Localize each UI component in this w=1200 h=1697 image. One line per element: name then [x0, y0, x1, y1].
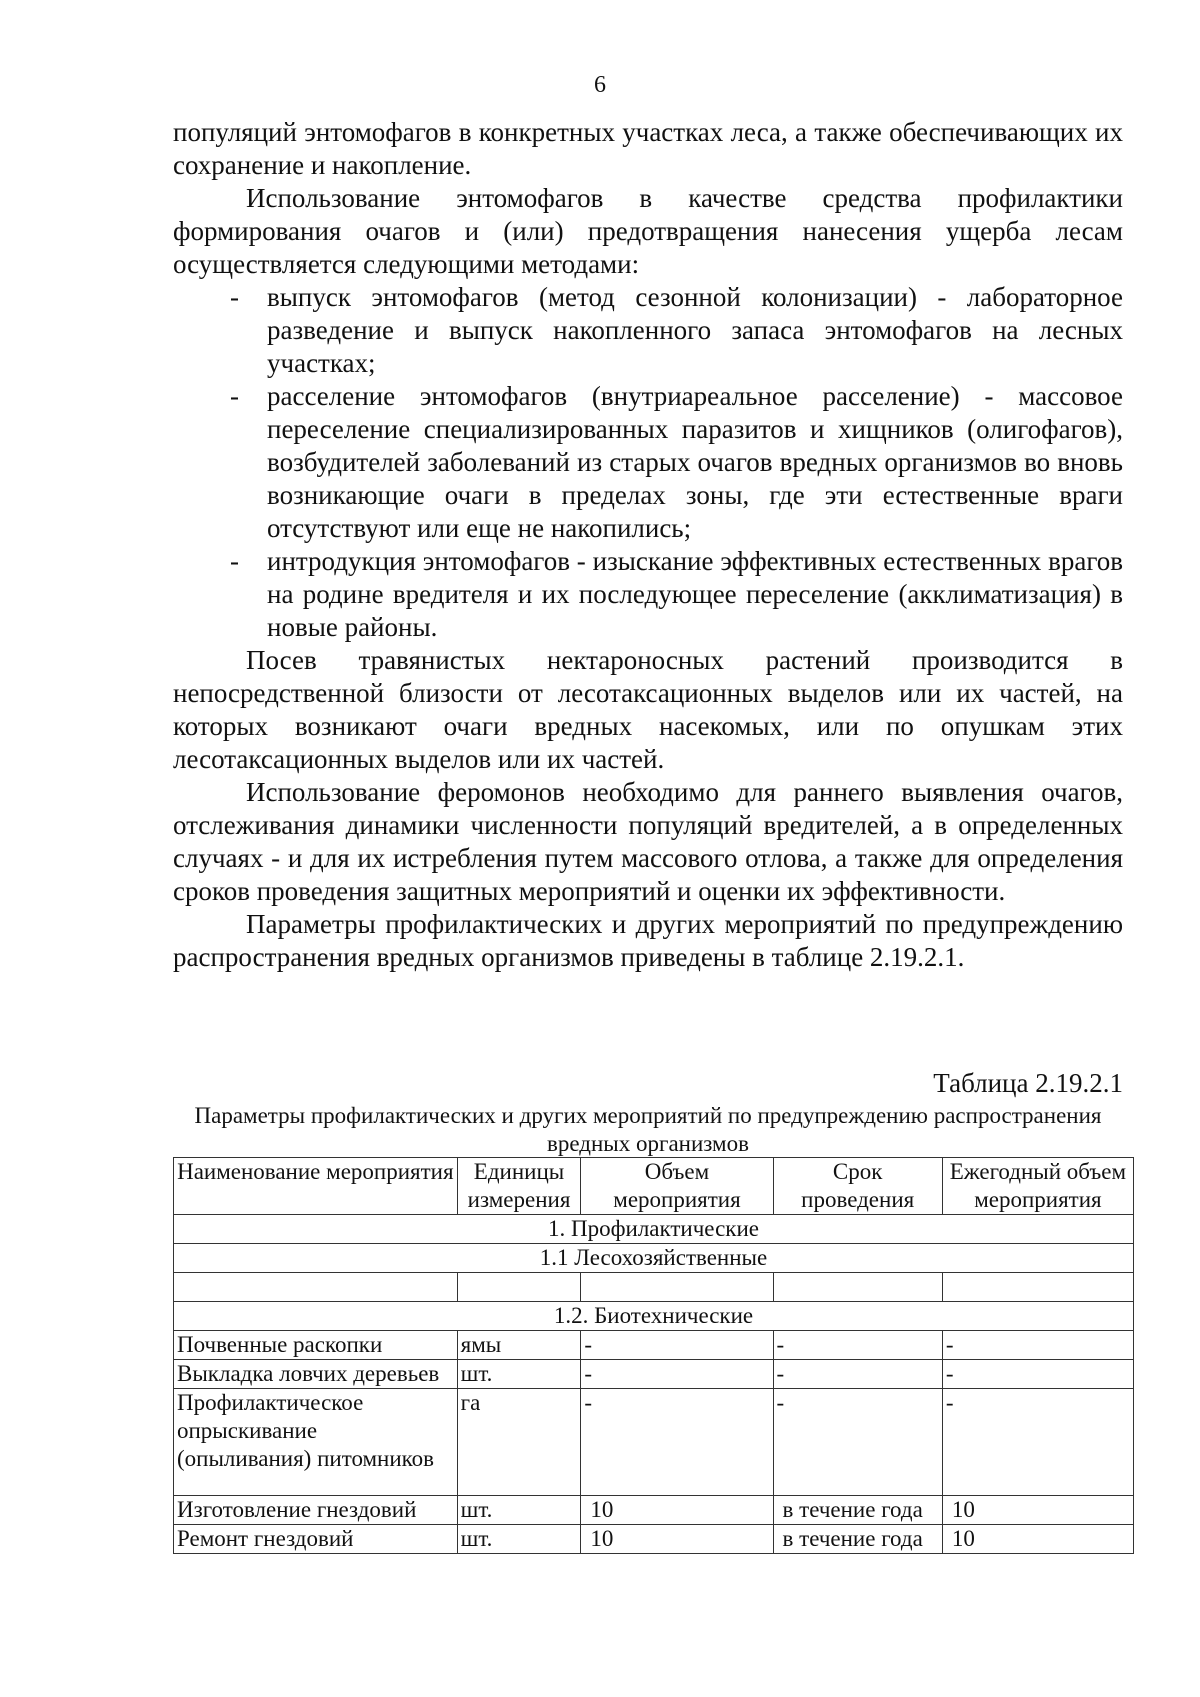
list-dash: -: [230, 381, 239, 411]
table-row: [174, 1360, 1134, 1389]
section-heading: 1.1 Лесохозяйственные: [174, 1244, 1134, 1273]
table-cell: Профилактическое опрыскивание (опыливания) питомников: [174, 1389, 458, 1496]
parameters-table: [173, 1157, 1134, 1554]
table-cell: [942, 1273, 1133, 1302]
table-title: Параметры профилактических и других мероприятий по предупреждению распространения вредных организмов: [194, 1103, 1102, 1156]
list-item: [230, 545, 1123, 644]
paragraph: Параметры профилактических и других мероприятий по предупреждению распространения вредных организмов приведены в таблице 2.19.2.1.: [173, 909, 1123, 972]
document-body: [173, 116, 1123, 974]
table-cell: ямы: [457, 1331, 581, 1360]
table-cell: -: [773, 1389, 942, 1496]
table-cell: -: [581, 1389, 773, 1496]
table-row: [174, 1389, 1134, 1496]
page-number: 6: [594, 72, 606, 98]
table-cell: -: [581, 1331, 773, 1360]
list-dash: -: [230, 546, 239, 576]
table-cell: [581, 1273, 773, 1302]
list-dash: -: [230, 282, 239, 312]
column-header: Ежегодный объем мероприятия: [942, 1158, 1133, 1215]
table-cell: шт.: [457, 1360, 581, 1389]
list-item: [230, 281, 1123, 380]
table-header-row: [174, 1158, 1134, 1215]
table-row: [174, 1331, 1134, 1360]
column-header: Объем мероприятия: [581, 1158, 773, 1215]
table-cell: в течение года: [773, 1496, 942, 1525]
section-row: [174, 1215, 1134, 1244]
table-cell: [773, 1273, 942, 1302]
table-cell: -: [773, 1331, 942, 1360]
table-cell: Ремонт гнездовий: [174, 1525, 458, 1554]
list-item: [230, 380, 1123, 545]
paragraph: Посев травянистых нектароносных растений производится в непосредственной близости от лесотаксационных выделов или их частей, на которых возникают очаги вредных насекомых, или по опушкам этих лесотаксационных выделов или их частей.: [173, 645, 1123, 774]
table-cell: -: [942, 1389, 1133, 1496]
list-item-text: выпуск энтомофагов (метод сезонной колонизации) - лабораторное разведение и выпуск накопленного запаса энтомофагов на лесных участках;: [267, 282, 1123, 378]
table-cell: -: [581, 1360, 773, 1389]
table-row: [174, 1525, 1134, 1554]
section-heading: 1.2. Биотехнические: [174, 1302, 1134, 1331]
table-row: [174, 1496, 1134, 1525]
table-cell: шт.: [457, 1496, 581, 1525]
table-cell: -: [773, 1360, 942, 1389]
table-cell: в течение года: [773, 1525, 942, 1554]
table-cell: 10: [942, 1525, 1133, 1554]
table-cell: 10: [581, 1525, 773, 1554]
paragraph: Использование энтомофагов в качестве средства профилактики формирования очагов и (или) предотвращения нанесения ущерба лесам осуществляется следующими методами:: [173, 183, 1123, 279]
table-cell: -: [942, 1360, 1133, 1389]
table-cell: [457, 1273, 581, 1302]
table-caption: Таблица 2.19.2.1: [933, 1068, 1123, 1098]
column-header: Единицы измерения: [457, 1158, 581, 1215]
paragraph: популяций энтомофагов в конкретных участках леса, а также обеспечивающих их сохранение и накопление.: [173, 117, 1123, 180]
table-cell: Изготовление гнездовий: [174, 1496, 458, 1525]
methods-list: [173, 281, 1123, 644]
column-header: Срок проведения: [773, 1158, 942, 1215]
list-item-text: расселение энтомофагов (внутриареальное расселение) - массовое переселение специализированных паразитов и хищников (олигофагов), возбудителей заболеваний из старых очагов вредных организмов во вновь возникающие очаги в пределах зоны, где эти естественные враги отсутствуют или еще не накопились;: [267, 381, 1123, 543]
column-header: Наименование мероприятия: [174, 1158, 458, 1215]
list-item-text: интродукция энтомофагов - изыскание эффективных естественных врагов на родине вредителя и их последующее переселение (акклиматизация) в новые районы.: [267, 546, 1123, 642]
table-cell: [174, 1273, 458, 1302]
paragraph: Использование феромонов необходимо для раннего выявления очагов, отслеживания динамики численности популяций вредителей, а в определенных случаях - и для их истребления путем массового отлова, а также для определения сроков проведения защитных мероприятий и оценки их эффективности.: [173, 777, 1123, 906]
table-cell: 10: [581, 1496, 773, 1525]
section-row: [174, 1244, 1134, 1273]
table-cell: га: [457, 1389, 581, 1496]
table-cell: Выкладка ловчих деревьев: [174, 1360, 458, 1389]
empty-row: [174, 1273, 1134, 1302]
table-cell: шт.: [457, 1525, 581, 1554]
table-cell: Почвенные раскопки: [174, 1331, 458, 1360]
section-row: [174, 1302, 1134, 1331]
section-heading: 1. Профилактические: [174, 1215, 1134, 1244]
table-cell: 10: [942, 1496, 1133, 1525]
table-cell: -: [942, 1331, 1133, 1360]
